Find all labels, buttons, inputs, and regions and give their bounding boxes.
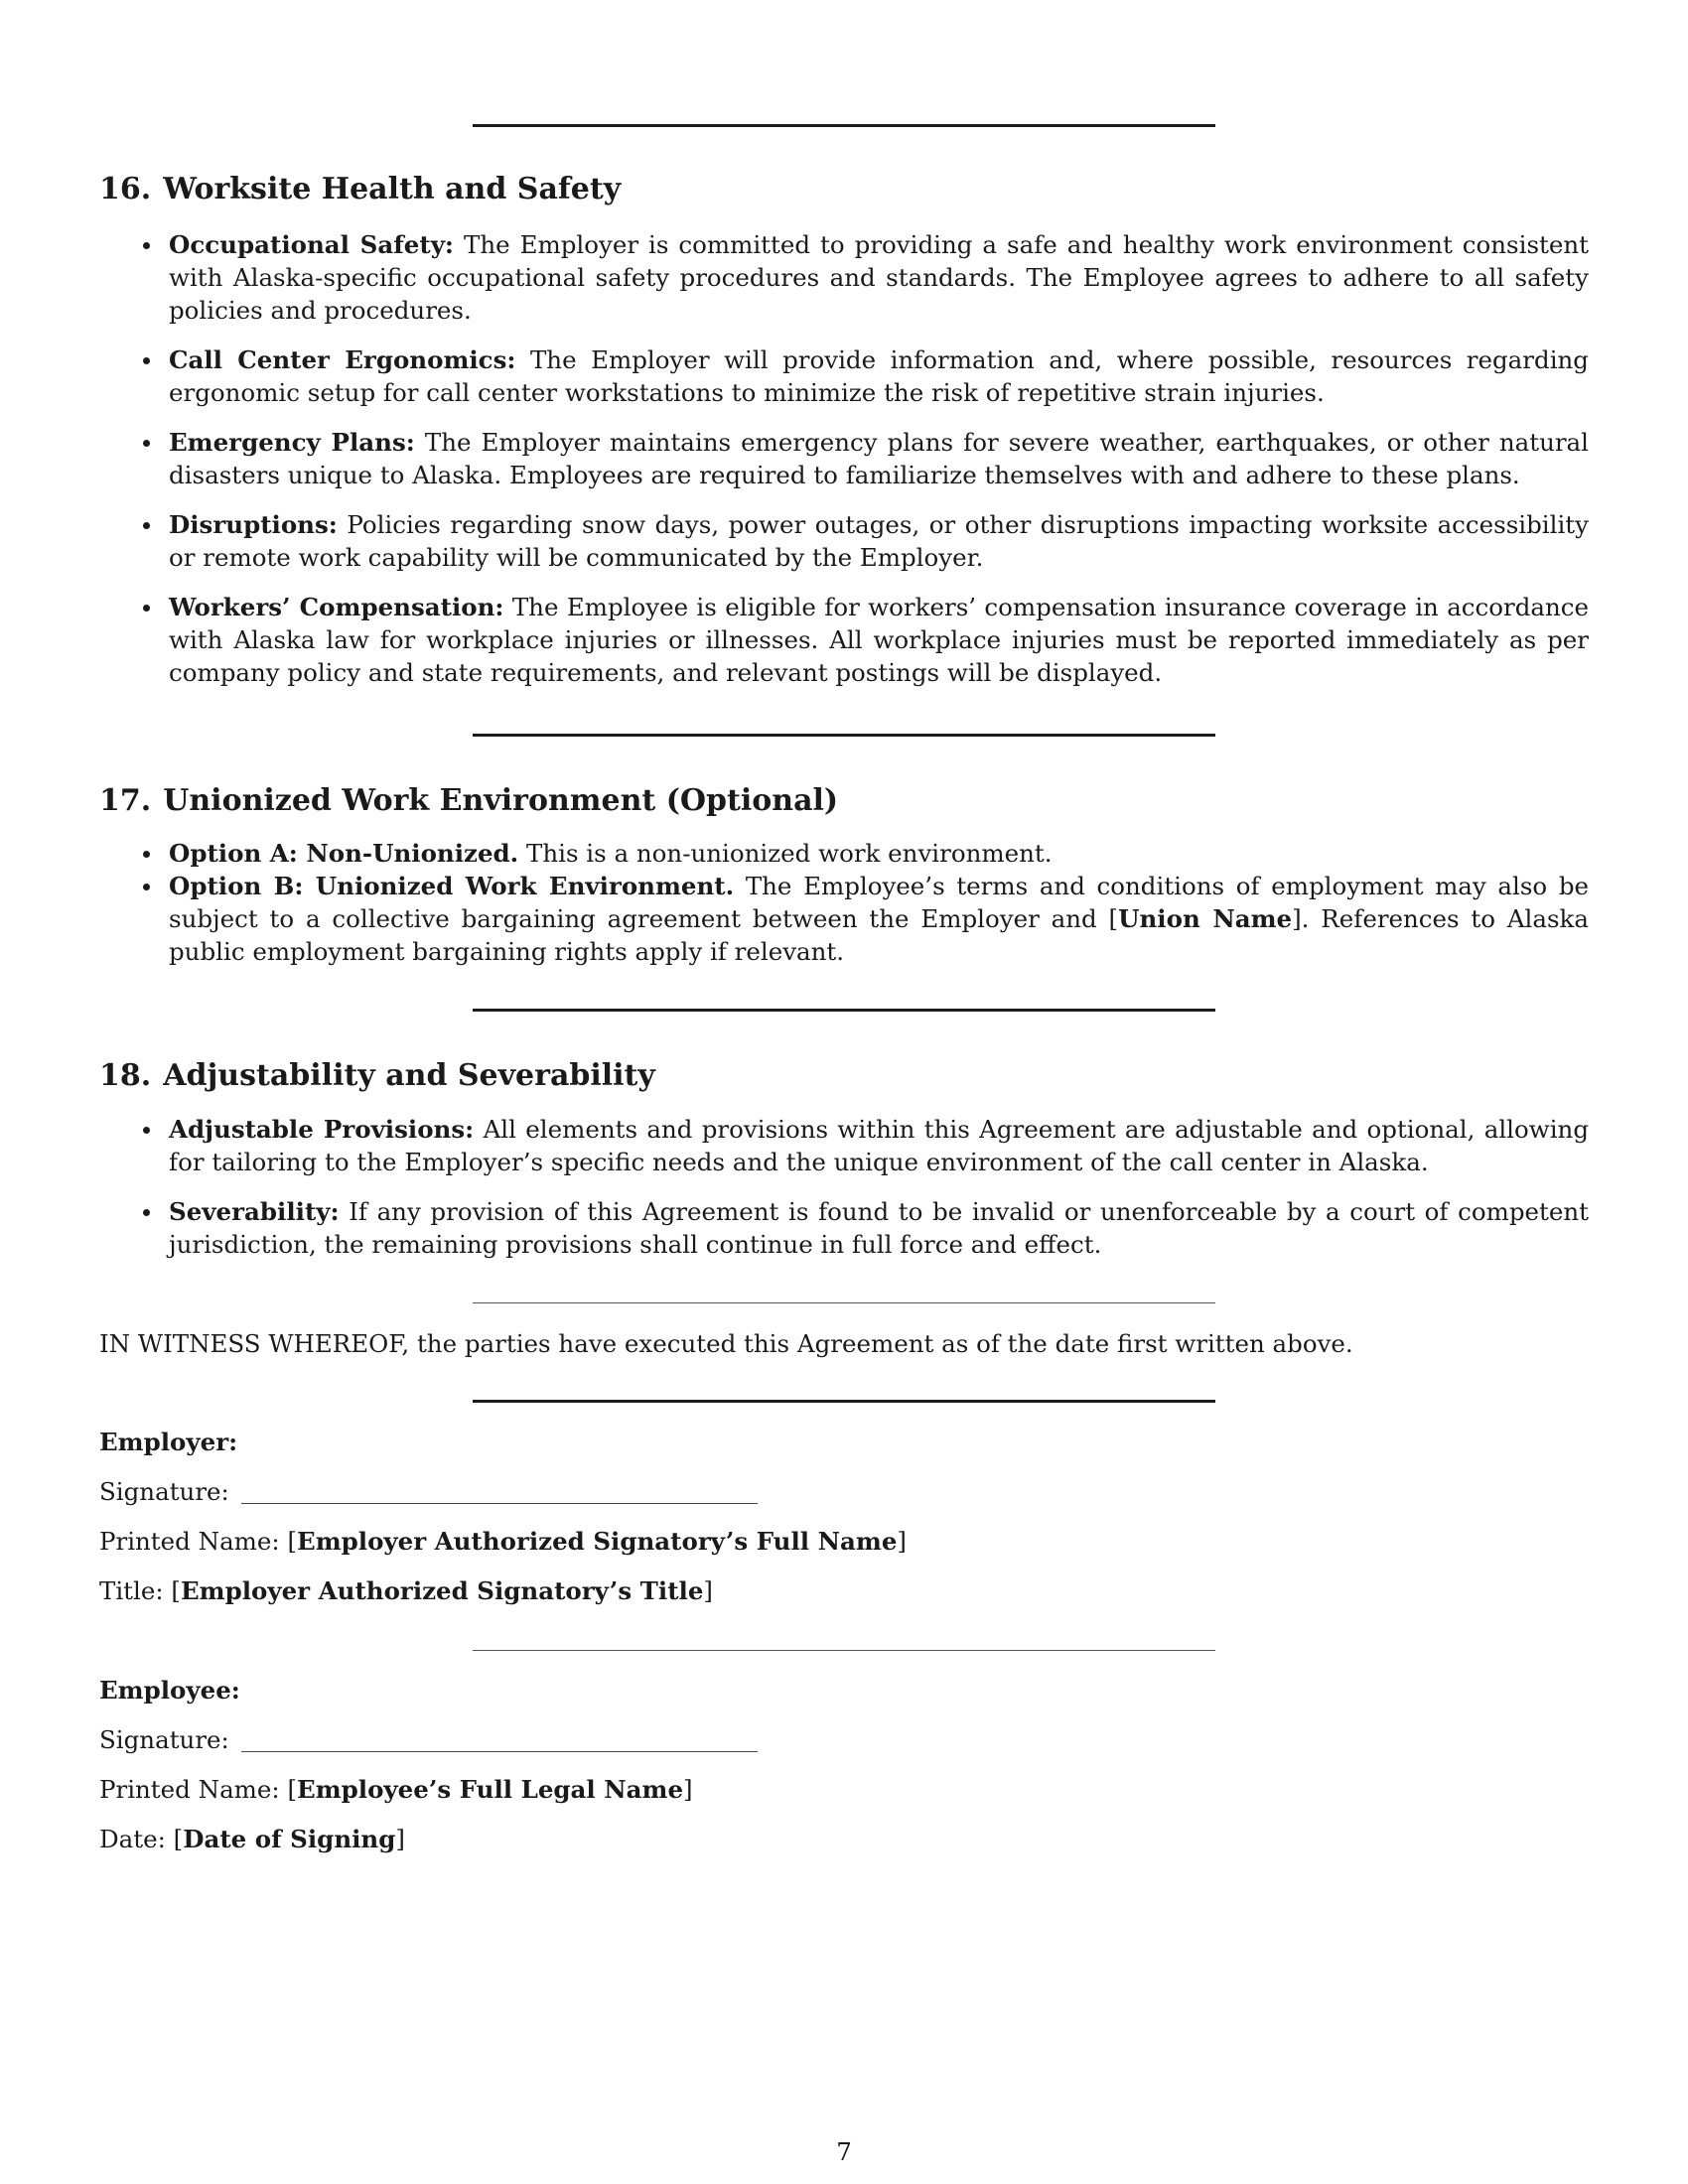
item-label: Occupational Safety: <box>169 230 454 259</box>
item-label: Option A: Non-Unionized. <box>169 839 519 868</box>
section-18-title <box>99 1058 655 1094</box>
item-text: The Employer will provide information and, where possible, resources regarding ergonomic setup for call center workstations to minimize the risk of repetitive strain injuries. <box>169 345 1589 407</box>
item-text: Policies regarding snow days, power outages, or other disruptions impacting worksite accessibility or remote work capability will be communicated by the Employer. <box>169 510 1589 572</box>
section-16-list <box>99 228 1589 706</box>
item-label: Call Center Ergonomics: <box>169 345 516 374</box>
document-page <box>99 0 1589 2184</box>
employee-signature-line[interactable] <box>241 1751 758 1752</box>
list-item <box>169 837 1589 870</box>
signature-label: Signature: <box>99 1477 229 1506</box>
item-text: All elements and provisions within this Agreement are adjustable and optional, allowing for tailoring to the Employer’s specific needs and the unique environment of the call center in Alaska. <box>169 1115 1590 1176</box>
signature-label: Signature: <box>99 1725 229 1754</box>
employee-printed-name-row: Printed Name: [Employee’s Full Legal Name] <box>99 1775 693 1804</box>
section-18-list <box>99 1113 1589 1278</box>
section-number: 17. <box>99 783 152 818</box>
item-text: The Employee is eligible for workers’ compensation insurance coverage in accordance with Alaska law for workplace injuries or illnesses. All workplace injuries must be reported immediately as per company policy and state requirements, and relevant postings will be displayed. <box>169 593 1589 687</box>
section-divider <box>473 1302 1215 1303</box>
union-name-placeholder: Union Name <box>1118 904 1293 933</box>
list-item <box>169 870 1589 968</box>
printed-name-label: Printed Name: <box>99 1775 280 1804</box>
employer-signature-row <box>99 1475 758 1508</box>
list-item <box>169 228 1589 327</box>
item-label: Severability: <box>169 1197 340 1226</box>
list-item <box>169 1195 1589 1261</box>
item-label: Disruptions: <box>169 510 338 539</box>
item-label: Workers’ Compensation: <box>169 593 504 621</box>
employer-printed-name-row: Printed Name: [Employer Authorized Signatory’s Full Name] <box>99 1527 907 1556</box>
section-17-list <box>99 837 1589 968</box>
date-label: Date: <box>99 1825 166 1853</box>
employer-title-row: Title: [Employer Authorized Signatory’s Title] <box>99 1576 713 1605</box>
section-divider <box>473 734 1215 737</box>
section-number: 18. <box>99 1058 152 1093</box>
list-item <box>169 508 1589 574</box>
section-divider <box>473 124 1215 127</box>
employee-date-placeholder: Date of Signing <box>183 1825 396 1853</box>
section-divider <box>473 1009 1215 1012</box>
list-item <box>169 343 1589 409</box>
employer-title-placeholder: Employer Authorized Signatory’s Title <box>180 1576 704 1605</box>
employee-printed-name-placeholder: Employee’s Full Legal Name <box>297 1775 684 1804</box>
section-title-text: Unionized Work Environment (Optional) <box>163 783 839 818</box>
list-item <box>169 426 1589 491</box>
list-item <box>169 1113 1589 1178</box>
witness-clause: IN WITNESS WHEREOF, the parties have executed this Agreement as of the date first written above. <box>99 1329 1353 1358</box>
item-text: This is a non-unionized work environment. <box>525 839 1053 868</box>
employee-signature-row <box>99 1723 758 1756</box>
employer-signature-line[interactable] <box>241 1503 758 1504</box>
page-number: 7 <box>836 2137 852 2166</box>
employee-heading: Employee: <box>99 1676 240 1705</box>
section-divider <box>473 1650 1215 1651</box>
item-text: If any provision of this Agreement is found to be invalid or unenforceable by a court of competent jurisdiction, the remaining provisions shall continue in full force and effect. <box>169 1197 1589 1259</box>
section-title-text: Worksite Health and Safety <box>163 172 622 206</box>
item-text: The Employee’s terms and conditions of employment may also be subject to a collective bargaining agreement between the Employer and [ <box>169 872 1589 933</box>
section-16-title <box>99 172 621 207</box>
employer-heading: Employer: <box>99 1428 238 1456</box>
item-text: The Employer maintains emergency plans for severe weather, earthquakes, or other natural disasters unique to Alaska. Employees are required to familiarize themselves with and adhere to these plans. <box>169 428 1590 489</box>
item-text: The Employer is committed to providing a safe and healthy work environment consistent with Alaska-specific occupational safety procedures and standards. The Employee agrees to adhere to all safety policies and procedures. <box>169 230 1589 325</box>
section-title-text: Adjustability and Severability <box>163 1058 655 1093</box>
section-17-title <box>99 783 838 819</box>
section-divider <box>473 1400 1215 1403</box>
list-item <box>169 591 1589 689</box>
title-label: Title: <box>99 1576 164 1605</box>
printed-name-label: Printed Name: <box>99 1527 280 1556</box>
item-label: Adjustable Provisions: <box>169 1115 475 1144</box>
employee-date-row: Date: [Date of Signing] <box>99 1825 405 1853</box>
item-label: Emergency Plans: <box>169 428 415 457</box>
item-text: ]. References to Alaska public employment bargaining rights apply if relevant. <box>169 904 1590 966</box>
section-number: 16. <box>99 172 152 206</box>
employer-printed-name-placeholder: Employer Authorized Signatory’s Full Name <box>297 1527 898 1556</box>
item-label: Option B: Unionized Work Environment. <box>169 872 735 900</box>
